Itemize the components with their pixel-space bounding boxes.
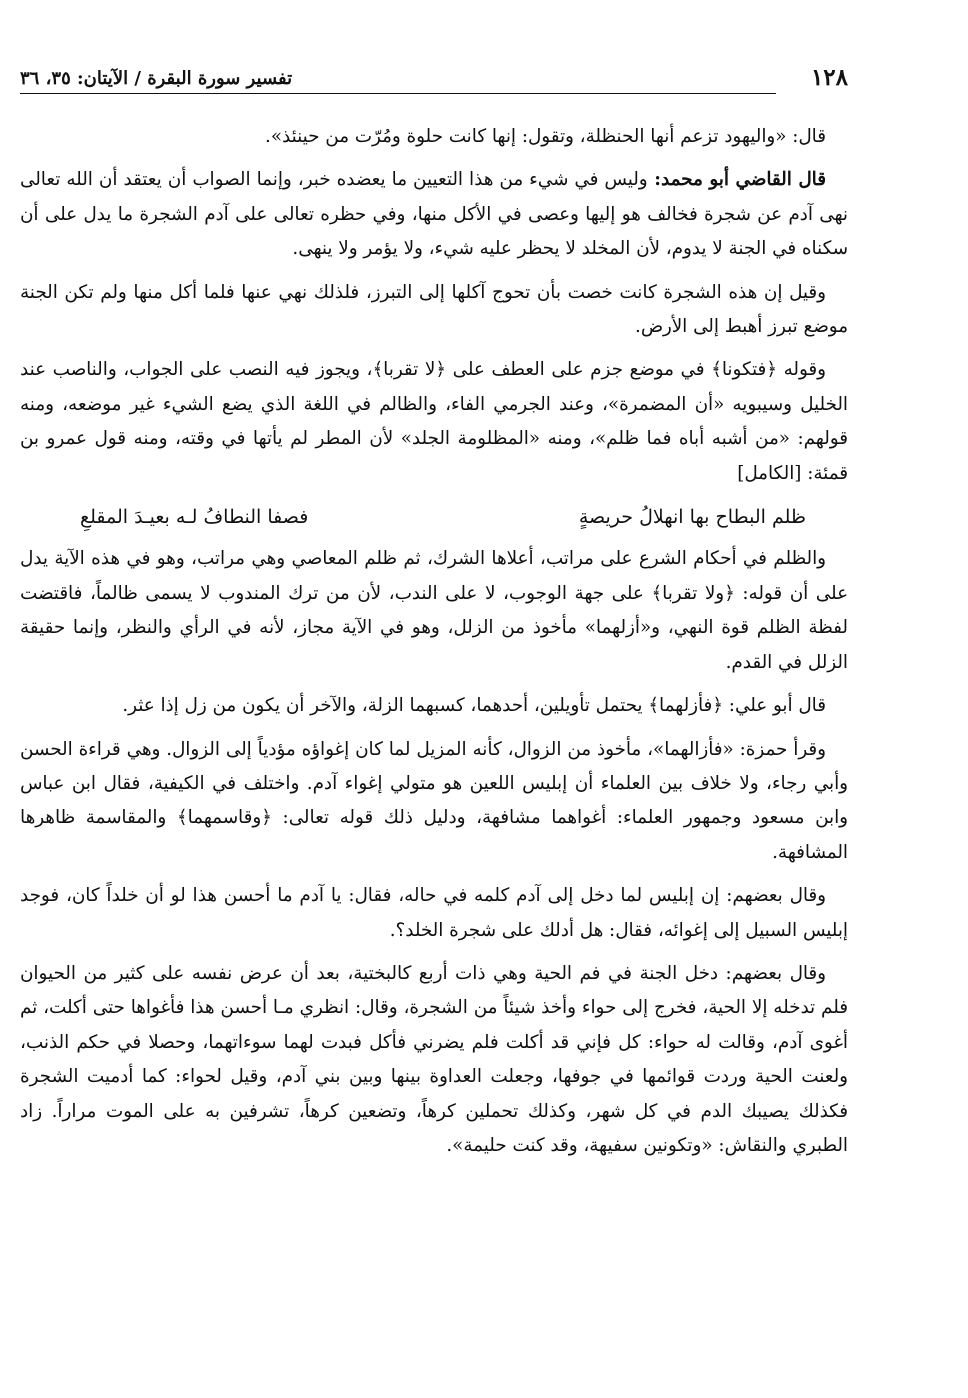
paragraph-lead: قال القاضي أبو محمد: [647,169,826,191]
paragraph-text: وقوله ﴿فتكونا﴾ في موضع جزم على العطف على ﴿لا تقربا﴾، ويجوز فيه النصب على الجواب، والناصب عند الخليل وسيبويه «أن المضمرة»، وعند الجرمي الفاء، والظالم في اللغة الذي يضع الشيء غير موضعه، ومنه قولهم: «من أشبه أباه فما ظلم»، ومنه «المظلومة الجلد» لأن المطر لم يأتها في وقته، ومنه قول عمرو بن قمئة: [الكامل] [20,359,848,484]
paragraph-2 [20,163,848,266]
page-header [20,62,848,98]
header-rule [20,93,776,94]
verse-second-half: فصفا النطافُ لـه بعيـدَ المقلعِ [80,506,309,529]
paragraph-text: قال أبو علي: ﴿فأزلهما﴾ يحتمل تأويلين، أحدهما، كسبهما الزلة، والآخر أن يكون من زل إذا عثر. [122,695,826,717]
running-title: تفسير سورة البقرة / الآيتان: ٣٥، ٣٦ [20,68,293,89]
paragraph-8 [20,879,848,948]
poetry-verse [20,500,848,534]
paragraph-5 [20,542,848,680]
verse-first-half: ظلم البطاح بها انهلالُ حريصةٍ [578,506,806,529]
paragraph-7 [20,733,848,871]
paragraph-4 [20,353,848,491]
paragraph-text: وقيل إن هذه الشجرة كانت خصت بأن تحوج آكلها إلى التبرز، فلذلك نهي عنها فلما أكل منها ولم تكن الجنة موضع تبرز أهبط إلى الأرض. [20,281,848,338]
page-number: ١٢٨ [810,64,848,91]
paragraph-text: وليس في شيء من هذا التعيين ما يعضده خبر، وإنما الصواب أن يعتقد أن الله تعالى نهى آدم عن شجرة فخالف هو إليها وعصى في الأكل منها، وفي حظره تعالى على آدم الشجرة ما يدل على أن سكناه في الجنة لا يدوم، لأن المخلد لا يحظر عليه شيء، ولا يؤمر ولا ينهى. [20,169,848,260]
paragraph-3 [20,276,848,345]
paragraph-6 [20,689,848,723]
paragraph-1 [20,120,848,154]
paragraph-text: وقرأ حمزة: «فأزالهما»، مأخوذ من الزوال، كأنه المزيل لما كان إغواؤه مؤدياً إلى الزوال. وهي قراءة الحسن وأبي رجاء، ولا خلاف بين العلماء أن إبليس اللعين هو متولي إغواء آدم. واختلف في الكيفية، فقال ابن عباس وابن مسعود وجمهور العلماء: أغواهما مشافهة، ودليل ذلك قوله تعالى: ﴿وقاسمهما﴾ والمقاسمة ظاهرها المشافهة. [20,738,848,863]
paragraph-text: والظلم في أحكام الشرع على مراتب، أعلاها الشرك، ثم ظلم المعاصي وهي مراتب، وهو في هذه الآية يدل على أن قوله: ﴿ولا تقربا﴾ على جهة الوجوب، لا على الندب، لأن من ترك المندوب لا يسمى ظالماً، فاقتضت لفظة الظلم قوة النهي، و«أزلهما» مأخوذ من الزلل، وهو في الآية مجاز، لأنه في الرأي والنظر، وإنما حقيقة الزلل في القدم. [20,548,848,673]
page-body [20,120,848,1172]
paragraph-text: وقال بعضهم: دخل الجنة في فم الحية وهي ذات أربع كالبختية، بعد أن عرض نفسه على كثير من الحيوان فلم تدخله إلا الحية، فخرج إلى حواء وأخذ شيئاً من الشجرة، وقال: انظري مـا أحسن هذا فأغواها حتى أكلت، ثم أغوى آدم، وقالت له حواء: كل فإني قد أكلت فلم يضرني فأكل فبدت لهما سوءاتهما، وحصلا في حكم الذنب، ولعنت الحية وردت قوائمها في جوفها، وجعلت العداوة بينها وبين بني آدم، وقيل لحواء: كما أدميت الشجرة فكذلك يصيبك الدم في كل شهر، وكذلك تحملين كرهاً، وتضعين كرهاً، تشرفين به على الموت مراراً. زاد الطبري والنقاش: «وتكونين سفيهة، وقد كنت حليمة». [20,962,848,1156]
paragraph-9 [20,957,848,1163]
paragraph-text: وقال بعضهم: إن إبليس لما دخل إلى آدم كلمه في حاله، فقال: يا آدم ما أحسن هذا لو أن خلداً كان، فوجد إبليس السبيل إلى إغوائه، فقال: هل أدلك على شجرة الخلد؟. [20,885,848,941]
paragraph-text: قال: «واليهود تزعم أنها الحنظلة، وتقول: إنها كانت حلوة ومُرّت من حينئذ». [265,126,826,147]
